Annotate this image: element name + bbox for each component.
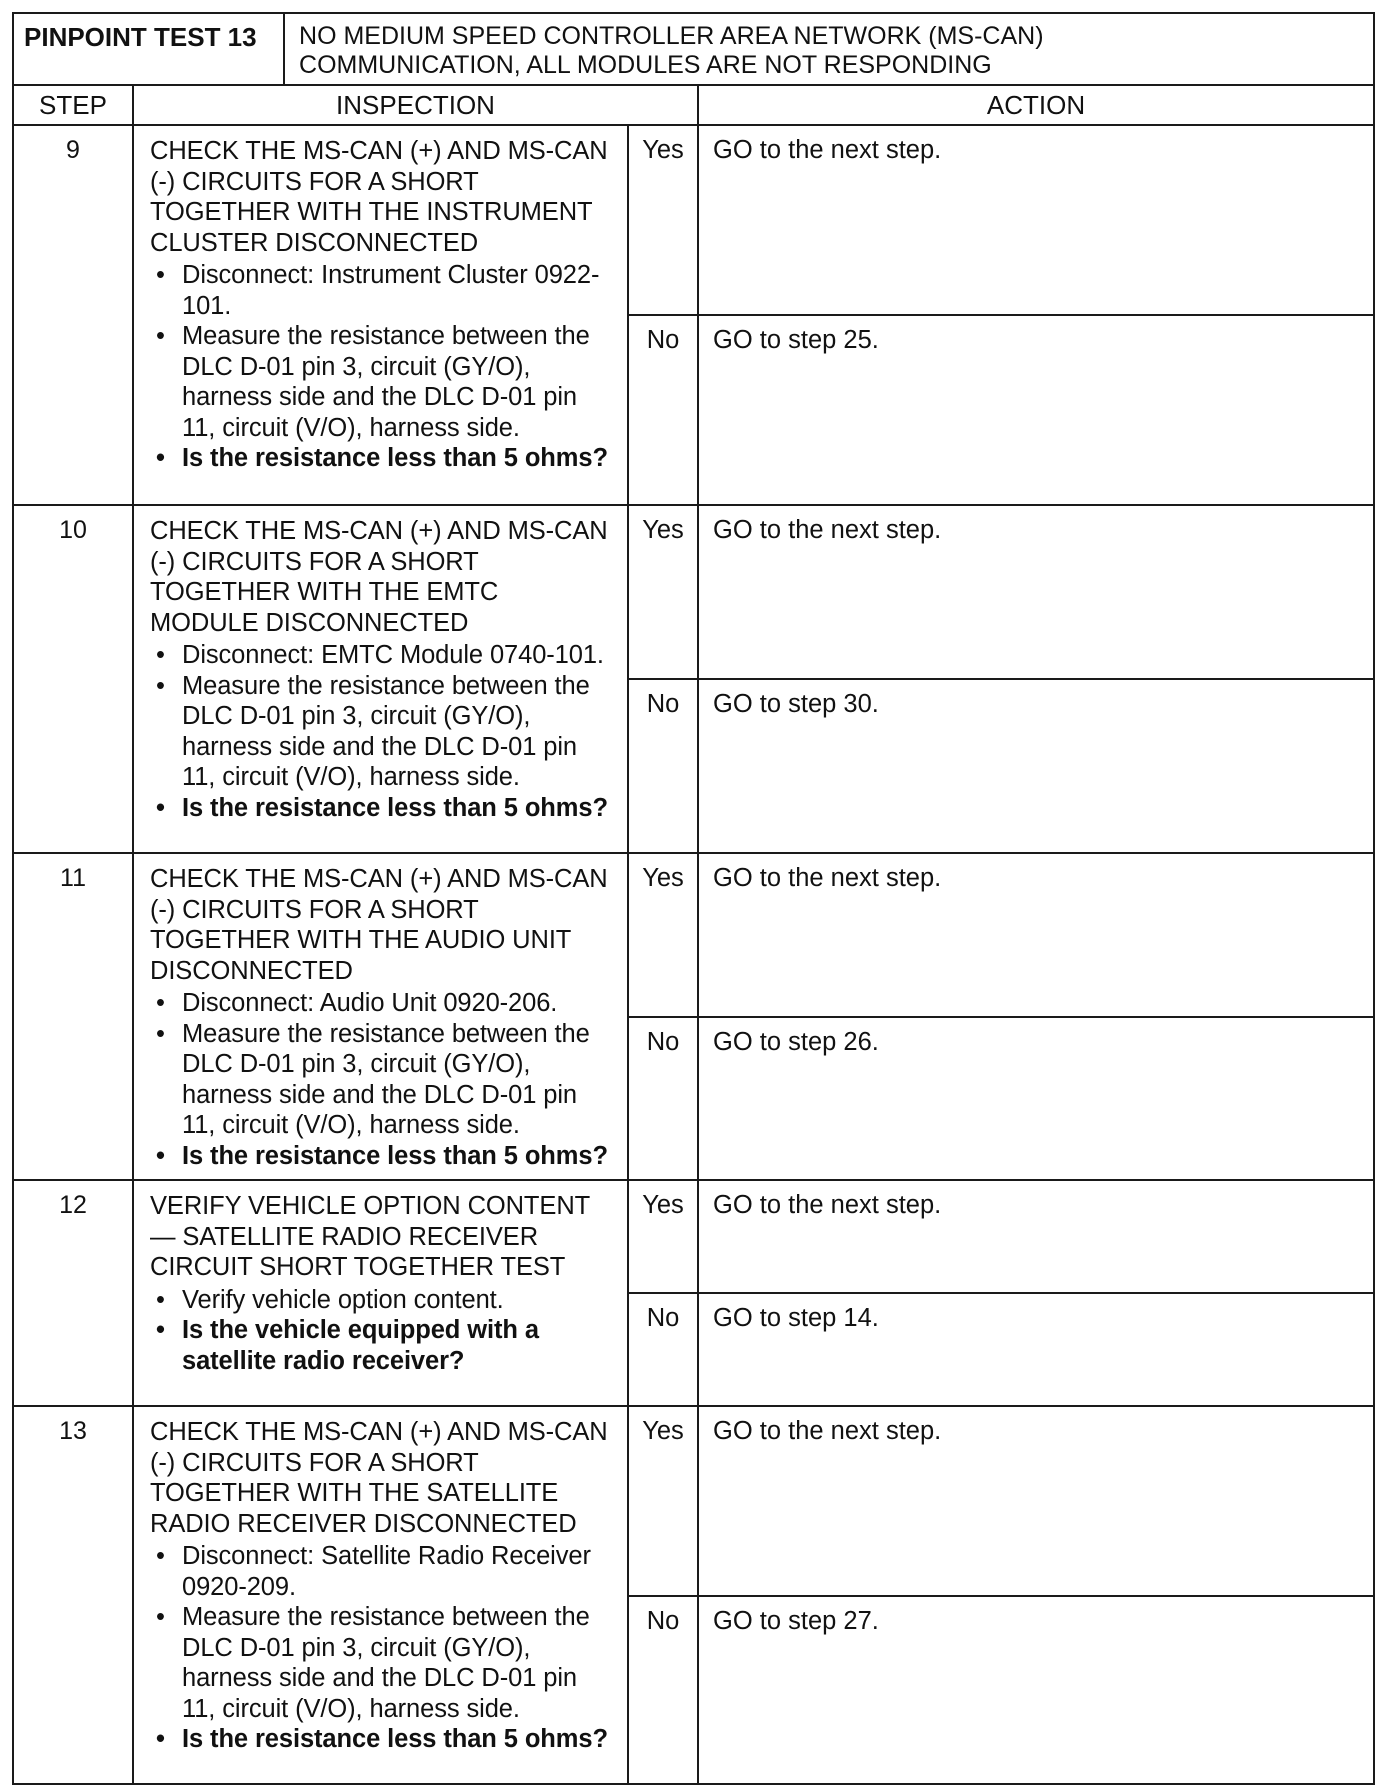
inspection-heading: VERIFY VEHICLE OPTION CONTENT — SATELLITE RADIO RECEIVER CIRCUIT SHORT TOGETHER TEST	[150, 1192, 590, 1281]
yes-action: GO to the next step.	[698, 853, 1374, 1017]
inspection-question: • Is the vehicle equipped with a satellite radio receiver?	[182, 1315, 613, 1376]
yes-action: GO to the next step.	[698, 125, 1374, 315]
inspection-bullet: • Measure the resistance between the DLC D-01 pin 3, circuit (GY/O), harness side and the DLC D-01 pin 11, circuit (V/O), harness side.	[182, 1602, 613, 1724]
step-inspection	[133, 1406, 628, 1784]
test-title: NO MEDIUM SPEED CONTROLLER AREA NETWORK (MS-CAN) COMMUNICATION, ALL MODULES ARE NOT RESPONDING	[284, 13, 1374, 85]
step-row-yes	[13, 505, 1374, 679]
step-inspection	[133, 125, 628, 505]
step-number: 10	[13, 505, 133, 853]
no-action: GO to step 27.	[698, 1596, 1374, 1784]
answer-yes-label: Yes	[628, 1180, 698, 1293]
title-row	[13, 13, 1374, 85]
step-row-yes	[13, 853, 1374, 1017]
answer-yes-label: Yes	[628, 1406, 698, 1596]
inspection-bullets	[150, 1285, 613, 1377]
inspection-bullet: • Measure the resistance between the DLC D-01 pin 3, circuit (GY/O), harness side and the DLC D-01 pin 11, circuit (V/O), harness side.	[182, 321, 613, 443]
inspection-heading: CHECK THE MS-CAN (+) AND MS-CAN (-) CIRCUITS FOR A SHORT TOGETHER WITH THE EMTC MODULE DISCONNECTED	[150, 517, 608, 637]
inspection-question: • Is the resistance less than 5 ohms?	[182, 443, 613, 474]
inspection-bullet: • Measure the resistance between the DLC D-01 pin 3, circuit (GY/O), harness side and the DLC D-01 pin 11, circuit (V/O), harness side.	[182, 671, 613, 793]
no-action: GO to step 25.	[698, 315, 1374, 505]
step-number: 9	[13, 125, 133, 505]
inspection-bullet: • Disconnect: Satellite Radio Receiver 0920-209.	[182, 1541, 613, 1602]
step-inspection	[133, 505, 628, 853]
step-row-yes	[13, 125, 1374, 315]
inspection-bullet: • Verify vehicle option content.	[182, 1285, 613, 1316]
step-row-yes	[13, 1406, 1374, 1596]
answer-no-label: No	[628, 679, 698, 853]
column-header-step: STEP	[13, 85, 133, 125]
yes-action: GO to the next step.	[698, 1180, 1374, 1293]
answer-no-label: No	[628, 1017, 698, 1181]
step-number: 13	[13, 1406, 133, 1784]
step-inspection	[133, 853, 628, 1180]
no-action: GO to step 30.	[698, 679, 1374, 853]
pinpoint-test-sheet	[12, 12, 1375, 1762]
no-action: GO to step 14.	[698, 1293, 1374, 1406]
column-header-action: ACTION	[698, 85, 1374, 125]
inspection-question: • Is the resistance less than 5 ohms?	[182, 1141, 613, 1172]
answer-no-label: No	[628, 1293, 698, 1406]
inspection-bullets	[150, 260, 613, 474]
inspection-bullets	[150, 640, 613, 823]
answer-yes-label: Yes	[628, 853, 698, 1017]
step-number: 11	[13, 853, 133, 1180]
inspection-heading: CHECK THE MS-CAN (+) AND MS-CAN (-) CIRCUITS FOR A SHORT TOGETHER WITH THE INSTRUMENT CLUSTER DISCONNECTED	[150, 137, 608, 257]
no-action: GO to step 26.	[698, 1017, 1374, 1181]
column-header-inspection: INSPECTION	[133, 85, 698, 125]
answer-yes-label: Yes	[628, 125, 698, 315]
inspection-question: • Is the resistance less than 5 ohms?	[182, 1724, 613, 1755]
inspection-bullet: • Disconnect: Audio Unit 0920-206.	[182, 988, 613, 1019]
step-inspection	[133, 1180, 628, 1406]
inspection-bullets	[150, 1541, 613, 1755]
step-row-yes	[13, 1180, 1374, 1293]
inspection-bullet: • Disconnect: Instrument Cluster 0922-101.	[182, 260, 613, 321]
inspection-heading: CHECK THE MS-CAN (+) AND MS-CAN (-) CIRCUITS FOR A SHORT TOGETHER WITH THE SATELLITE RADIO RECEIVER DISCONNECTED	[150, 1418, 608, 1538]
yes-action: GO to the next step.	[698, 1406, 1374, 1596]
step-number: 12	[13, 1180, 133, 1406]
inspection-bullet: • Disconnect: EMTC Module 0740-101.	[182, 640, 613, 671]
inspection-bullets	[150, 988, 613, 1171]
pinpoint-test-table	[12, 12, 1375, 1785]
inspection-bullet: • Measure the resistance between the DLC D-01 pin 3, circuit (GY/O), harness side and the DLC D-01 pin 11, circuit (V/O), harness side.	[182, 1019, 613, 1141]
inspection-question: • Is the resistance less than 5 ohms?	[182, 793, 613, 824]
yes-action: GO to the next step.	[698, 505, 1374, 679]
answer-yes-label: Yes	[628, 505, 698, 679]
answer-no-label: No	[628, 1596, 698, 1784]
answer-no-label: No	[628, 315, 698, 505]
column-header-row	[13, 85, 1374, 125]
inspection-heading: CHECK THE MS-CAN (+) AND MS-CAN (-) CIRCUITS FOR A SHORT TOGETHER WITH THE AUDIO UNIT DISCONNECTED	[150, 865, 608, 985]
test-label: PINPOINT TEST 13	[13, 13, 284, 85]
